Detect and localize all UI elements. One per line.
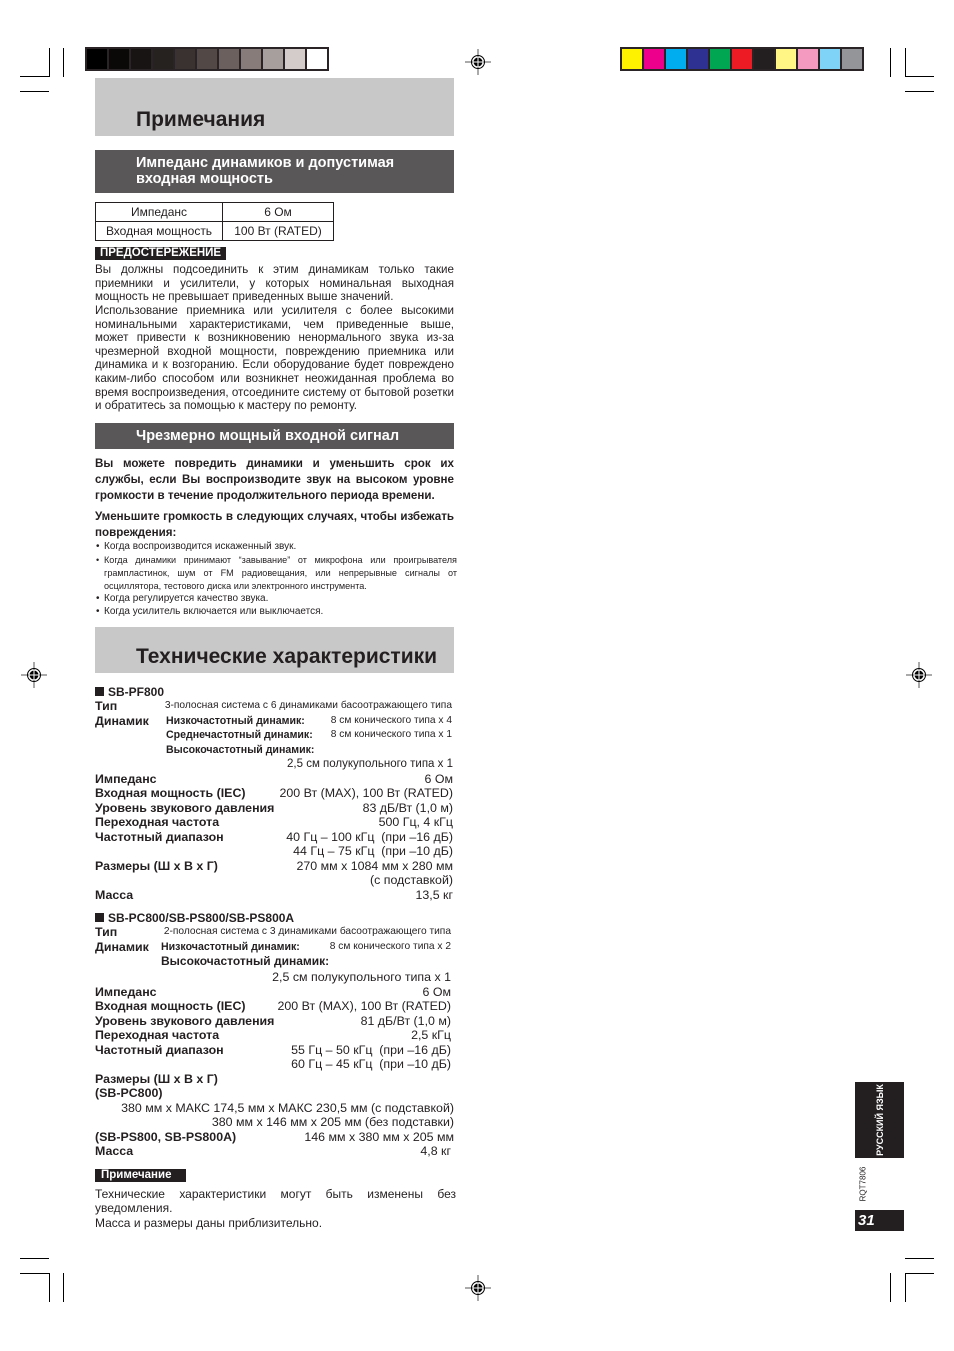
spec-row-mass: Масса 13,5 кг: [95, 887, 453, 902]
spec-row-dimensions: Размеры (Ш x В x Г) 270 мм x 1084 мм x 280 мм: [95, 858, 453, 873]
spec-row-dimensions-pc-label: (SB-PC800): [95, 1086, 163, 1100]
spec-row-woofer: Динамик Низкочастотный динамик: 8 см конического типа x 4: [95, 713, 452, 728]
model-2-name-row: [95, 911, 453, 925]
overload-header-text: Чрезмерно мощный входной сигнал: [136, 428, 400, 444]
spec-row-woofer: Динамик Низкочастотный динамик: 8 см конического типа x 2: [95, 939, 451, 954]
registration-mark-icon: [906, 662, 932, 688]
specs-title-band: [95, 627, 454, 673]
model-2-name: SB-PC800/SB-PS800/SB-PS800A: [108, 911, 295, 925]
note-paragraph-1: Технические характеристики могут быть изменены без уведомления.: [95, 1187, 456, 1215]
spec-row-mass: Масса 4,8 кг: [95, 1144, 451, 1158]
impedance-table: [95, 202, 334, 241]
registration-mark-icon: [21, 662, 47, 688]
color-swatch: [776, 49, 796, 69]
overload-bullet-list: [95, 541, 457, 618]
doc-code-text: RQT7806: [858, 1166, 868, 1202]
spec-row-impedance: Импеданс 6 Ом: [95, 984, 451, 999]
crop-mark: [905, 1258, 934, 1259]
list-item: • Когда воспроизводится искаженный звук.: [95, 541, 457, 554]
language-label: РУССКИЙ ЯЗЫК: [874, 1084, 885, 1156]
color-swatch: [644, 49, 664, 69]
input-power-label: Входная мощность: [96, 222, 223, 241]
input-power-value: 100 Вт (RATED): [223, 222, 334, 241]
note-paragraph-2: Масса и размеры даны приблизительно.: [95, 1216, 323, 1230]
overload-header: [95, 423, 454, 449]
color-swatch: [263, 49, 283, 69]
impedance-label: Импеданс: [96, 203, 223, 222]
spec-row-frequency: Частотный диапазон 40 Гц – 100 кГц (при –16 дБ): [95, 829, 453, 844]
spec-row-dimensions-pc-1: 380 мм x МАКС 174,5 мм x МАКС 230,5 мм (с подставкой): [121, 1100, 454, 1115]
crop-mark: [20, 1273, 49, 1274]
crop-mark: [905, 91, 934, 92]
color-swatch: [87, 49, 107, 69]
color-swatch: [219, 49, 239, 69]
spec-row-tweeter: Высокочастотный динамик:: [166, 743, 315, 756]
crop-mark: [63, 48, 64, 77]
model-1-name-row: [95, 685, 453, 699]
color-swatch: [153, 49, 173, 69]
color-swatch: [666, 49, 686, 69]
crop-mark: [890, 1273, 891, 1302]
model-2-specs: [95, 911, 453, 1159]
notes-title-band: [95, 78, 454, 136]
overload-paragraph-2: Уменьшите громкость в следующих случаях, чтобы избежать повреждения:: [95, 510, 454, 539]
color-swatch: [622, 49, 642, 69]
color-swatch: [131, 49, 151, 69]
doc-code: [856, 1164, 870, 1204]
spec-row-dimensions-ps: (SB-PS800, SB-PS800A) 146 мм x 380 мм x 205 мм: [95, 1129, 454, 1144]
spec-row-midrange: Среднечастотный динамик: 8 см конического типа x 1: [166, 729, 452, 741]
list-item: • Когда динамики принимают “завывание” от микрофона или проигрывателя грампластинок, шум от FM радиовещания, или непрерывные сигналы от осциллятора, тестового диска или электронного инструмента.: [95, 554, 457, 593]
spec-row-tweeter-value: 2,5 см полукупольного типа x 1: [272, 969, 451, 984]
spec-row-spl: Уровень звукового давления 81 дБ/Вт (1,0 м): [95, 1013, 451, 1028]
model-1-name: SB-PF800: [108, 685, 165, 699]
square-bullet-icon: [95, 913, 104, 922]
spec-row-dimensions-pc-2: 380 мм x 146 мм x 205 мм (без подставки): [211, 1115, 454, 1129]
notes-title: Примечания: [136, 108, 266, 131]
list-item: • Когда усилитель включается или выключается.: [95, 606, 457, 619]
spec-row-frequency-2: 44 Гц – 75 кГц (при –10 дБ): [293, 844, 453, 858]
specs-title: Технические характеристики: [136, 645, 438, 668]
crop-mark: [905, 1273, 906, 1302]
spec-row-dimensions: Размеры (Ш x В x Г): [95, 1071, 218, 1086]
spec-row-type: Тип 2-полосная система с 3 динамиками басоотражающего типа: [95, 925, 451, 939]
registration-mark-icon: [465, 1275, 491, 1301]
note-tag: Примечание: [95, 1169, 186, 1182]
color-swatch: [688, 49, 708, 69]
spec-row-power: Входная мощность (IEC) 200 Вт (MAX), 100 Вт (RATED): [95, 999, 451, 1013]
color-swatch: [710, 49, 730, 69]
crop-mark: [905, 1273, 934, 1274]
color-swatch: [842, 49, 862, 69]
crop-mark: [905, 76, 934, 77]
crop-mark: [20, 91, 49, 92]
impedance-header: [95, 150, 454, 193]
spec-row-type: Тип 3-полосная система с 6 динамиками басоотражающего типа: [95, 699, 452, 713]
square-bullet-icon: [95, 687, 104, 696]
color-swatch: [241, 49, 261, 69]
color-swatch: [197, 49, 217, 69]
spec-row-power: Входная мощность (IEC) 200 Вт (MAX), 100 Вт (RATED): [95, 786, 453, 800]
color-swatch: [307, 49, 327, 69]
spec-row-frequency-2: 60 Гц – 45 кГц (при –10 дБ): [291, 1057, 451, 1071]
crop-mark: [49, 1273, 50, 1302]
language-tab: [855, 1082, 904, 1158]
spec-row-tweeter: Высокочастотный динамик:: [161, 954, 330, 968]
color-swatch: [732, 49, 752, 69]
color-swatch: [798, 49, 818, 69]
crop-mark: [890, 48, 891, 77]
process-color-bar: [620, 47, 864, 71]
crop-mark: [905, 48, 906, 77]
spec-row-crossover: Переходная частота 2,5 кГц: [95, 1028, 451, 1042]
crop-mark: [63, 1273, 64, 1302]
impedance-value: 6 Ом: [223, 203, 334, 222]
list-item: • Когда регулируется качество звука.: [95, 593, 457, 606]
crop-mark: [49, 48, 50, 77]
color-swatch: [175, 49, 195, 69]
spec-row-impedance: Импеданс 6 Ом: [95, 771, 453, 786]
spec-row-dimensions-note: (с подставкой): [369, 873, 453, 887]
impedance-header-text: Импеданс динамиков и допустимая входная мощность: [136, 155, 395, 187]
table-row: [96, 203, 334, 222]
crop-mark: [20, 76, 49, 77]
color-swatch: [754, 49, 774, 69]
caution-paragraph-1: Вы должны подсоединить к этим динамикам только такие приемники и усилители, у которых номинальная выходная мощность не превышает приведенных выше значений.: [95, 263, 454, 304]
crop-mark: [20, 1258, 49, 1259]
spec-row-spl: Уровень звукового давления 83 дБ/Вт (1,0 м): [95, 800, 453, 815]
grayscale-color-bar: [85, 47, 329, 71]
caution-paragraph-2: Использование приемника или усилителя с более высокими номинальными характеристиками, чем приведенные выше, может привести к возникновению ненормального звука из-за чрезмерной входной мощности, повреждению приемника или динамика и к возгоранию. Если оборудование будет повреждено каким-либо способом или возникнет неожиданная проблема во время воспроизведения, отсоедините систему от бытовой розетки и обратитесь за помощью к мастеру по ремонту.: [95, 304, 454, 413]
color-swatch: [109, 49, 129, 69]
page-number: 31: [855, 1210, 904, 1231]
overload-paragraph-1: Вы можете повредить динамики и уменьшить срок их службы, если Вы воспроизводите звук на высоком уровне громкости в течение продолжительного периода времени.: [95, 457, 454, 502]
spec-row-crossover: Переходная частота 500 Гц, 4 кГц: [95, 815, 453, 829]
model-1-specs: [95, 685, 453, 902]
color-swatch: [820, 49, 840, 69]
spec-row-frequency: Частотный диапазон 55 Гц – 50 кГц (при –16 дБ): [95, 1042, 451, 1057]
color-swatch: [285, 49, 305, 69]
spec-row-tweeter-value: 2,5 см полукупольного типа x 1: [287, 758, 453, 770]
caution-tag: ПРЕДОСТЕРЕЖЕНИЕ: [95, 247, 226, 260]
table-row: [96, 222, 334, 241]
registration-mark-icon: [465, 49, 491, 75]
